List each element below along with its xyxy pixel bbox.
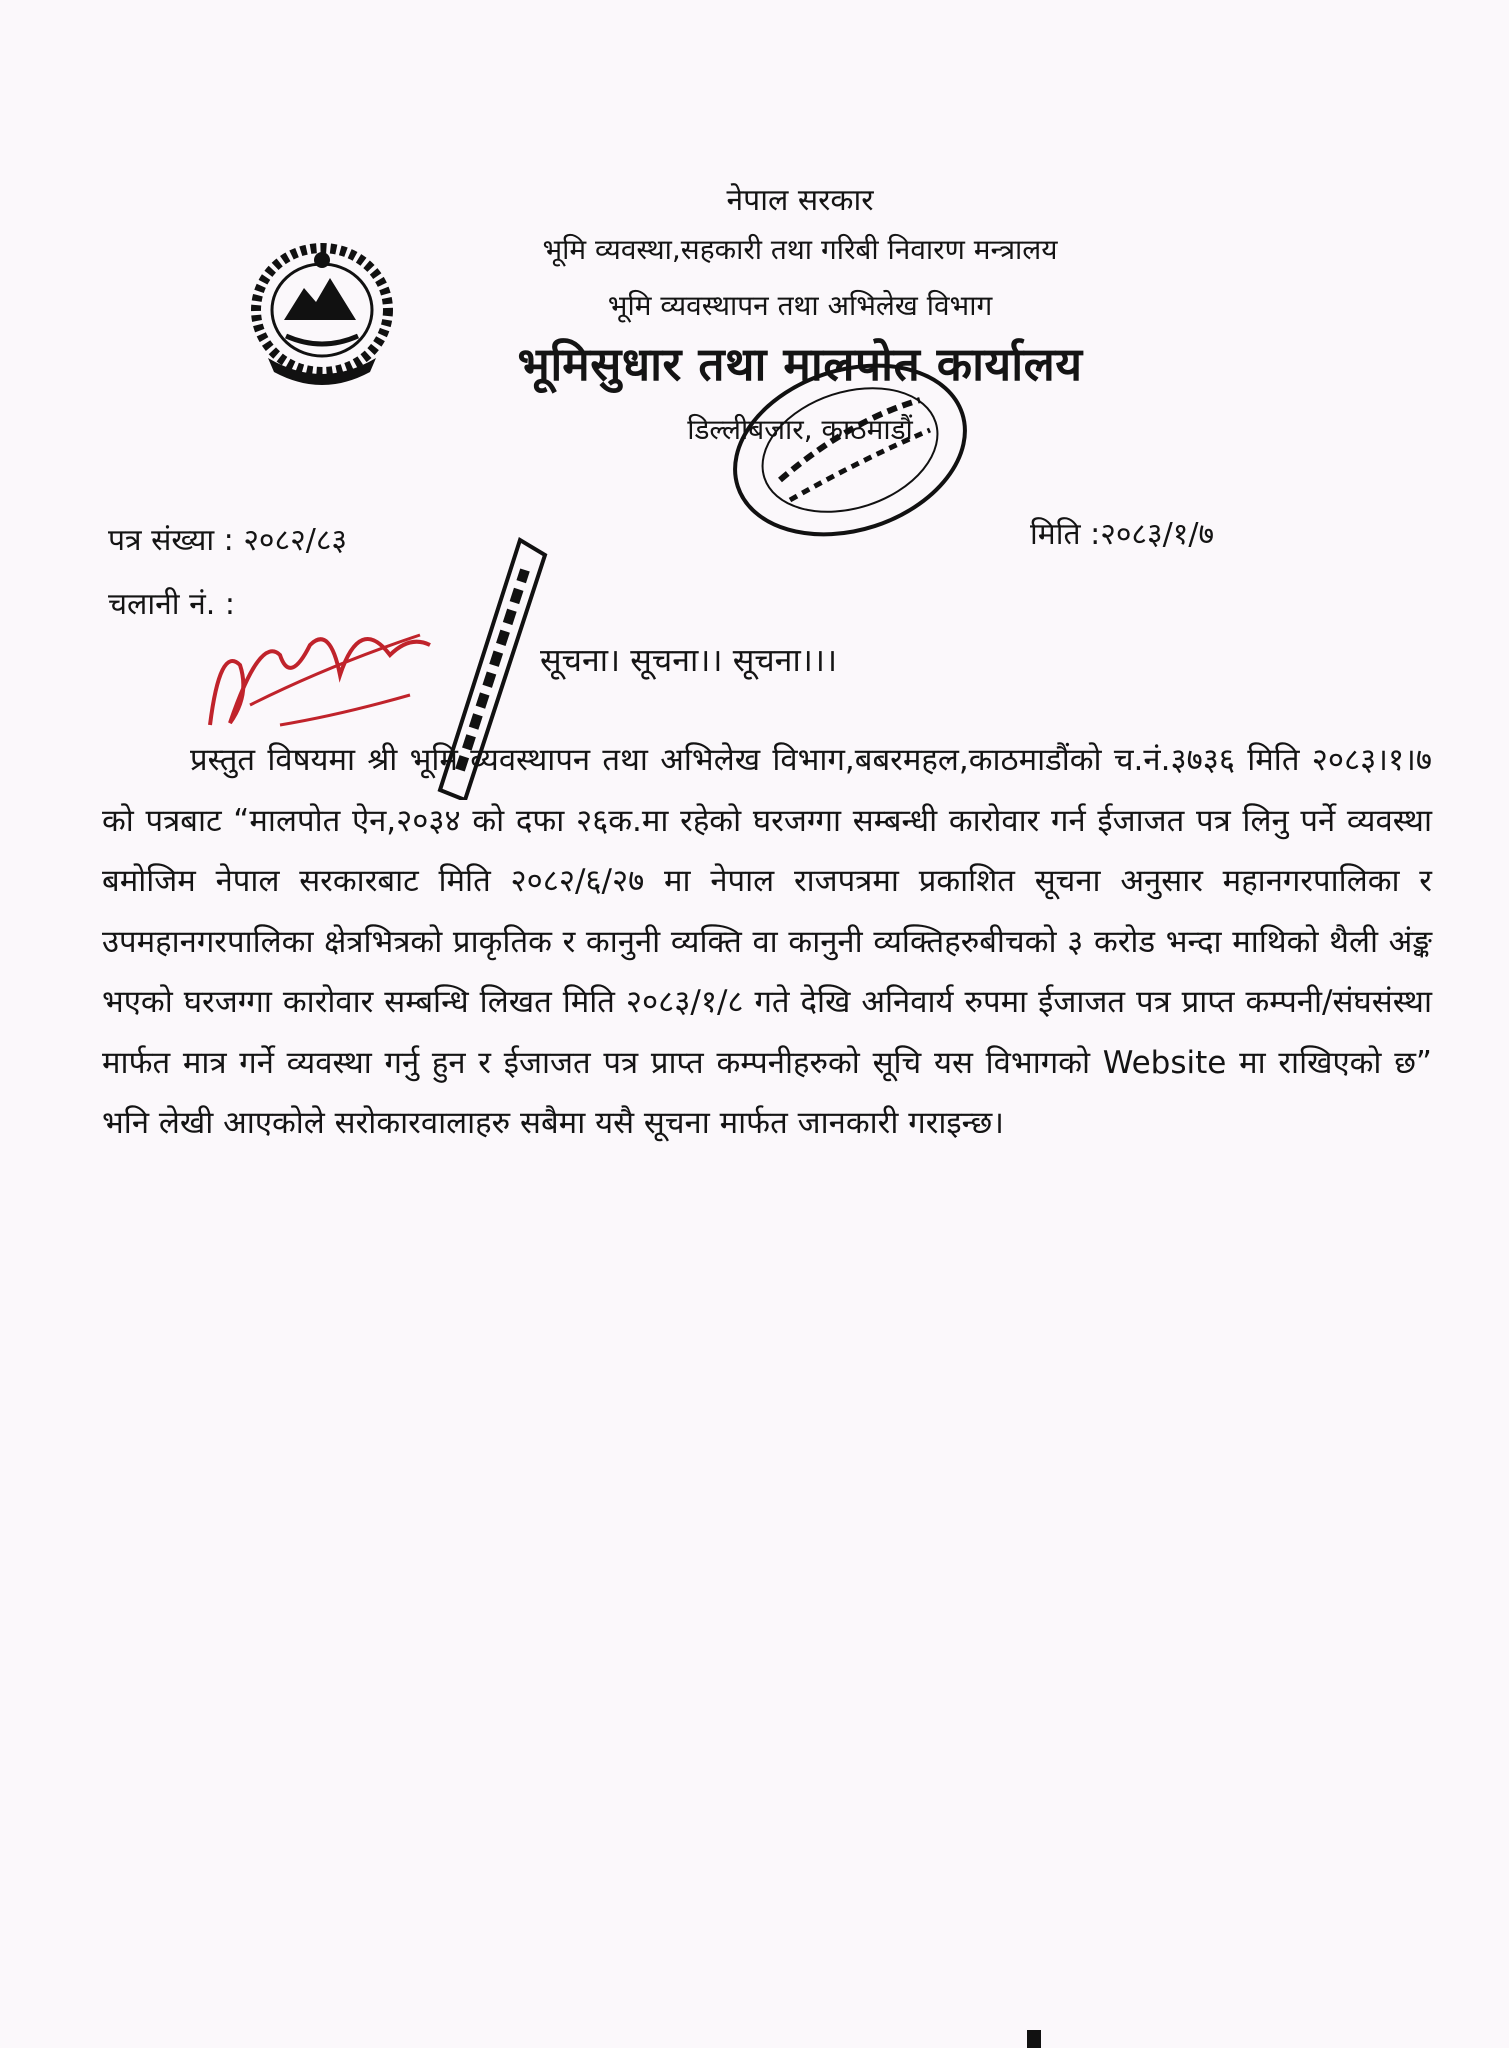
notice-body: प्रस्तुत विषयमा श्री भूमि व्यवस्थापन तथा अभिलेख विभाग,बबरमहल,काठमाडौंको च.नं.३७३६ मिति २०८३।१।७ को पत्रबाट “मालपोत ऐन,२०३४ को दफा २६क.मा रहेको घरजग्गा सम्बन्धी कारोवार गर्न ईजाजत पत्र लिनु पर्ने व्यवस्था बमोजिम नेपाल सरकारबाट मिति २०८२/६/२७ मा नेपाल राजपत्रमा प्रकाशित सूचना अनुसार महानगरपालिका र उपमहानगरपालिका क्षेत्रभित्रको प्राकृतिक र कानुनी व्यक्ति वा कानुनी व्यक्तिहरुबीचको ३ करोड भन्दा माथिको थैली अंङ्क भएको घरजग्गा कारोवार सम्बन्धि लिखत मिति २०८३/१/८ गते देखि अनिवार्य रुपमा ईजाजत पत्र प्राप्त कम्पनी/संघसंस्था मार्फत मात्र गर्ने व्यवस्था गर्नु हुन र ईजाजत पत्र प्राप्त कम्पनीहरुको सूचि यस विभागको Website मा राखिएको छ” भनि लेखी आएकोले सरोकारवालाहरु सबैमा यसै सूचना मार्फत जानकारी गराइन्छ। (102, 742, 1432, 1141)
nepal-emblem-icon (244, 240, 400, 400)
letter-number: पत्र संख्या : २०८२/८३ (108, 523, 348, 558)
government-name: नेपाल सरकार (726, 183, 874, 218)
notice-title: सूचना। सूचना।। सूचना।।। (540, 641, 838, 679)
office-address: डिल्लीबजार, काठमाडौं (687, 413, 913, 446)
ministry-name: भूमि व्यवस्था,सहकारी तथा गरिबी निवारण मन्त्रालय (542, 233, 1058, 266)
office-name: भूमिसुधार तथा मालपोत कार्यालय (517, 337, 1083, 391)
scan-mark (1027, 2030, 1041, 2048)
letter-date: मिति :२०८३/१/७ (1030, 517, 1215, 552)
office-seal-icon (720, 360, 980, 540)
handwritten-signature-icon (190, 605, 450, 745)
department-name: भूमि व्यवस्थापन तथा अभिलेख विभाग (607, 289, 993, 322)
dispatch-number: चलानी नं. : (108, 587, 235, 622)
